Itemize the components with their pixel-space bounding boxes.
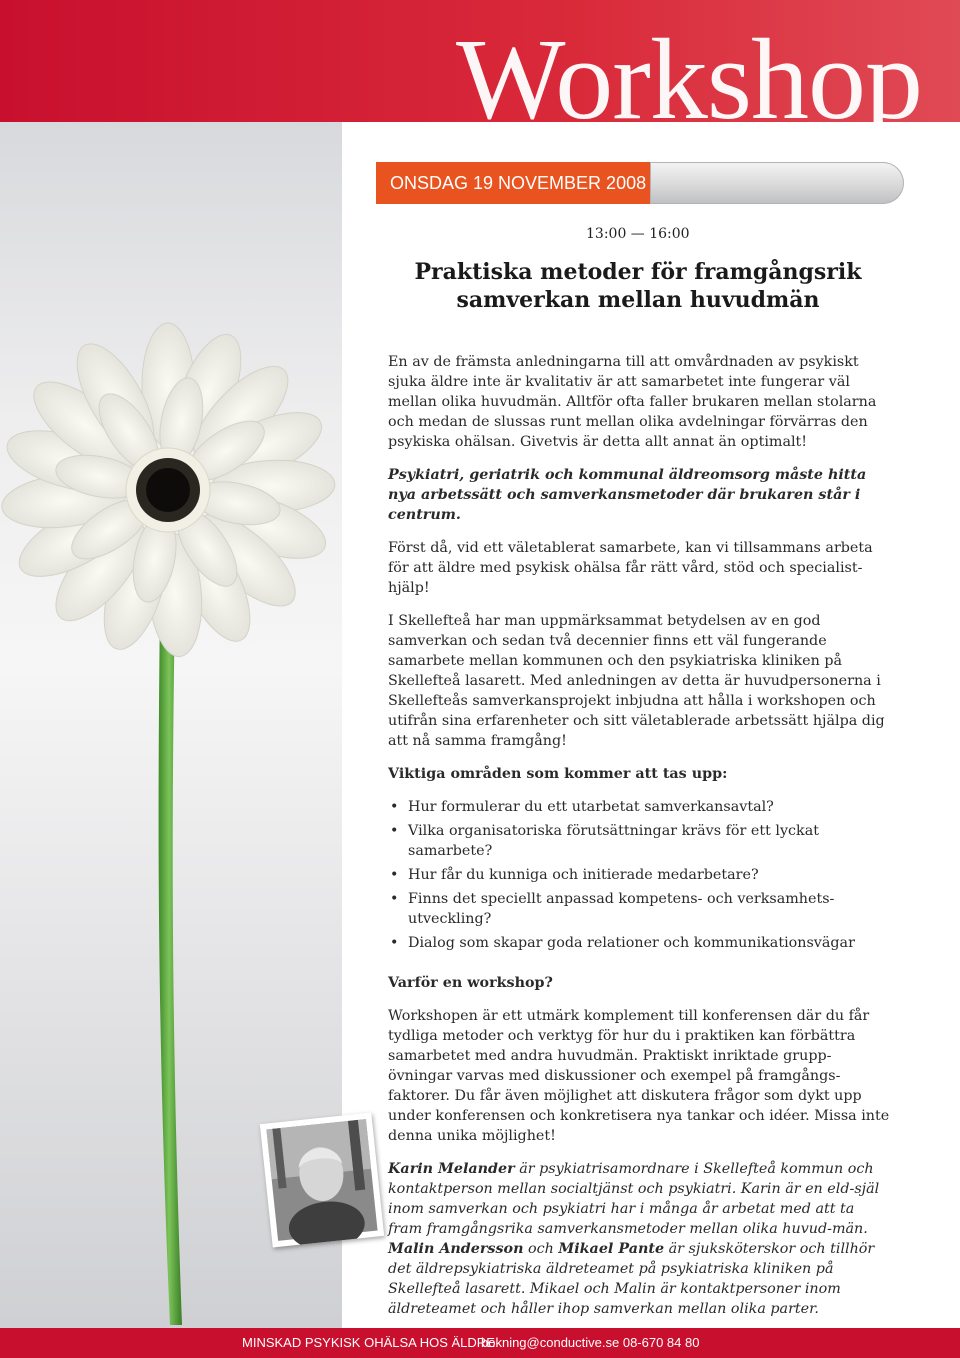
lead-paragraph: Psykiatri, geriatrik och kommunal äldreomsorg måste hitta nya arbetssätt och samverkansmetoder där brukaren står i centrum. [388, 467, 867, 523]
bio-text-3: är sjuksköterskor och tillhör det äldrepsykiatriska äldreteamet på psykiatriska kliniken på Skellefteå lasarett. Mikael och Malin är kontaktpersoner inom äldreteamet och håller ihop samverkan mellan olika parter. [388, 1241, 875, 1317]
list-item: • Finns det speciellt anpassad kompetens- och verksamhets-utveckling? [388, 889, 893, 929]
speaker-portrait [260, 1112, 384, 1247]
event-date: ONSDAG 19 NOVEMBER 2008 [376, 162, 654, 204]
why-paragraph: Workshopen är ett utmärk komplement till konferensen där du får tydliga metoder och verktyg för hur du i praktiken kan förbättra samarbetet med andra huvudmän. Praktiskt inriktade grupp-övningar varvas med diskussioner och exempel på framgångs-faktorer. Du får även möjlighet att diskutera frågor som dykt upp under konferensen och konkretisera nya tankar och idéer. Missa inte denna unika möjlighet! [388, 1008, 890, 1144]
header-banner [0, 0, 960, 144]
event-title [388, 258, 888, 314]
speaker-name-3: Mikael Pante [558, 1241, 665, 1257]
event-title-line2: samverkan mellan huvudmän [456, 287, 820, 313]
topics-heading: Viktiga områden som kommer att tas upp: [388, 766, 728, 782]
speaker-name-1: Karin Melander [388, 1161, 515, 1177]
event-title-line1: Praktiska metoder för framgångsrik [414, 259, 862, 285]
list-item: • Hur formulerar du ett utarbetat samverkansavtal? [388, 797, 893, 817]
page-title: Workshop [456, 16, 922, 144]
paragraph-3: I Skellefteå har man uppmärksammat betydelsen av en god samverkan och sedan två decennier finns ett väl fungerande samarbete mellan kommunen och den psykiatriska kliniken på Skellefteå lasarett. Med anledningen av detta är huvudpersonerna i Skellefteås samverkansprojekt inbjudna att hålla i workshopen och utifrån sina erfarenheter och sitt väletablerade arbetssätt hjälpa dig att nå samma framgång! [388, 613, 885, 749]
paragraph-2: Först då, vid ett väletablerat samarbete, kan vi tillsammans arbeta för att äldre med psykisk ohälsa får rätt vård, stöd och specialist-hjälp! [388, 540, 873, 596]
footer-bar [0, 1328, 960, 1358]
speaker-name-2: Malin Andersson [388, 1241, 524, 1257]
main-content [388, 352, 893, 1332]
event-time: 13:00 — 16:00 [586, 226, 690, 242]
list-item: • Hur får du kunniga och initierade medarbetare? [388, 865, 893, 885]
bio-text-2: och [523, 1241, 559, 1257]
bio-text-1: är psykiatrisamordnare i Skellefteå kommun och kontaktperson mellan socialtjänst och psykiatri. Karin är en eld-själ inom samverkan och psykiatri har i många år arbetat med att ta fram framgångsrika samverkansmetoder mellan olika huvud-män. [388, 1161, 880, 1237]
footer-tagline: MINSKAD PSYKISK OHÄLSA HOS ÄLDRE [242, 1335, 495, 1350]
topics-list [388, 797, 893, 953]
intro-paragraph: En av de främsta anledningarna till att omvårdnaden av psykiskt sjuka äldre inte är kvalitativ är att samarbetet inte fungerar väl mellan olika huvudmän. Alltför ofta faller brukaren mellan stolarna och medan de slussas runt mellan olika avdelningar förvärras den psykiska ohälsan. Givetvis är detta allt annat än optimalt! [388, 354, 877, 450]
why-heading: Varför en workshop? [388, 975, 553, 991]
list-item: • Vilka organisatoriska förutsättningar krävs för ett lyckat samarbete? [388, 821, 893, 861]
footer-contact: bokning@conductive.se 08-670 84 80 [481, 1335, 700, 1350]
speaker-bio [388, 1159, 893, 1319]
list-item: • Dialog som skapar goda relationer och kommunikationsvägar [388, 933, 893, 953]
date-bar-decoration [650, 162, 904, 204]
